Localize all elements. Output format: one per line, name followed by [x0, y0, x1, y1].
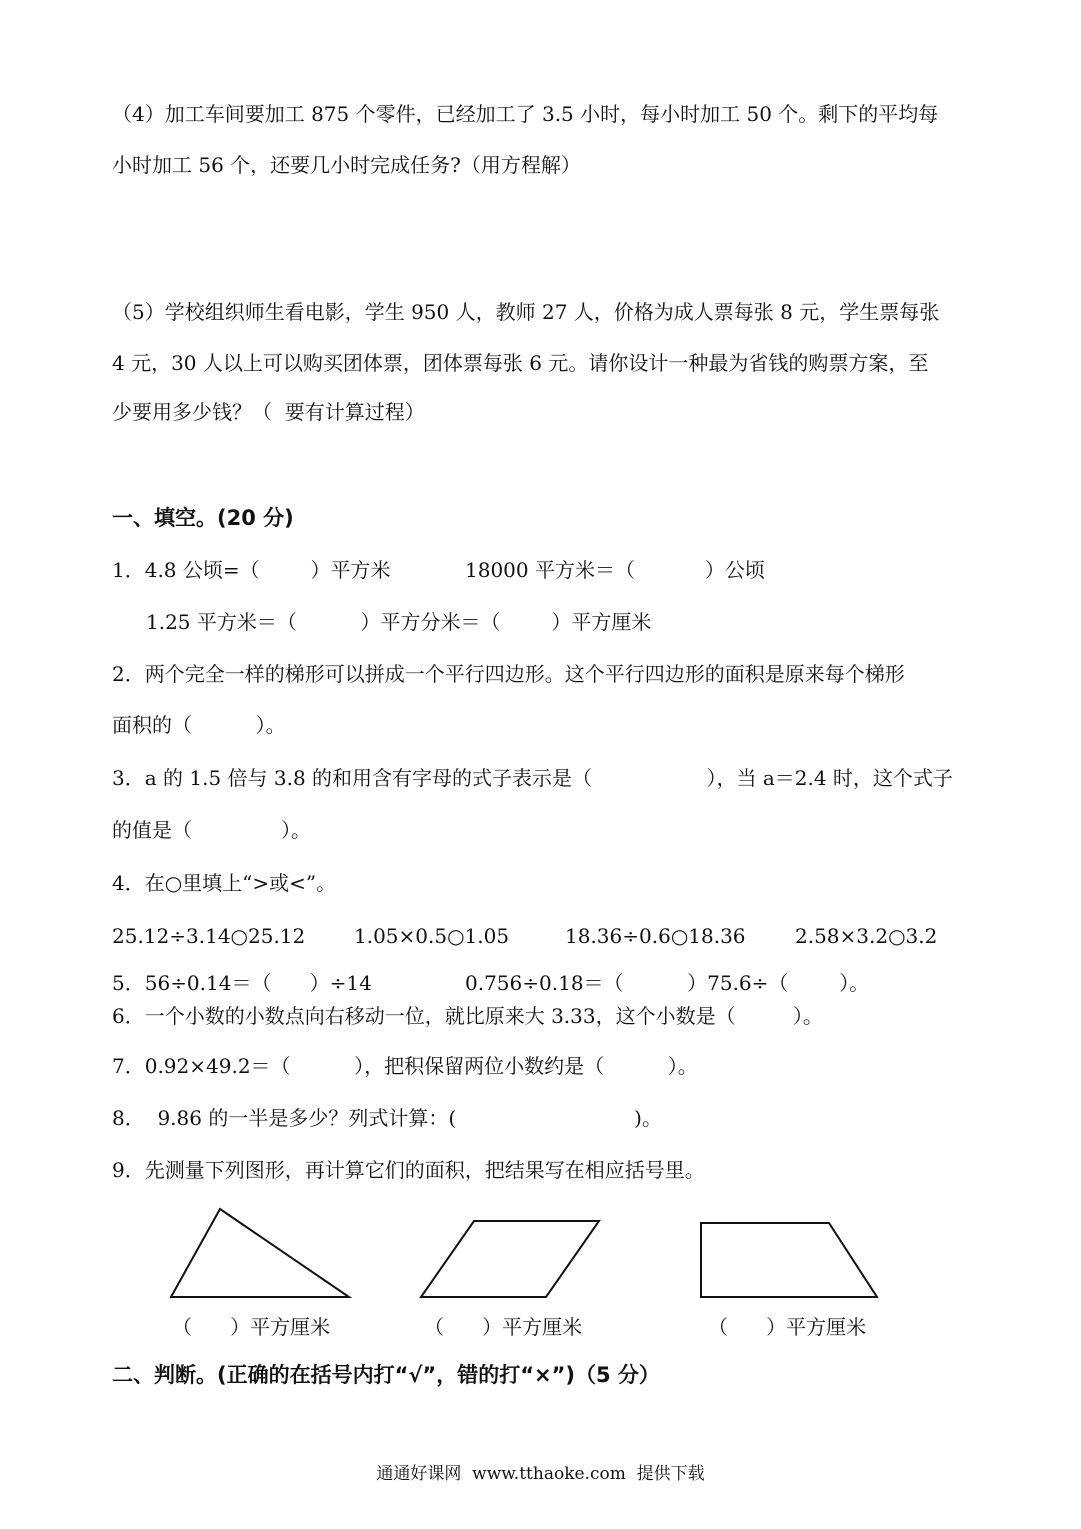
q5-part-b: 0.756÷0.18＝（ ）75.6÷（ ）。 [465, 971, 870, 995]
problem-4-line-2: 小时加工 56 个，还要几小时完成任务?（用方程解） [112, 153, 581, 177]
q6-text: 6．一个小数的小数点向右移动一位，就比原来大 3.33，这个小数是（ ）。 [112, 1004, 823, 1028]
q2-line-2: 面积的（ ）。 [112, 713, 286, 737]
q5-part-a: 5．56÷0.14＝（ ）÷14 [112, 971, 372, 995]
trapezoid-area-label: （ ）平方厘米 [708, 1315, 867, 1339]
problem-5-line-1: （5）学校组织师生看电影，学生 950 人，教师 27 人，价格为成人票每张 8 元，学生票每张 [112, 300, 940, 324]
q1-part-b: 18000 平方米＝（ ）公顷 [465, 558, 765, 582]
q1-part-c: 1.25 平方米＝（ ）平方分米＝（ ）平方厘米 [146, 610, 652, 634]
q4-title: 4．在○里填上“>或<”。 [112, 871, 337, 895]
q4-item-1: 25.12÷3.14○25.12 [112, 924, 306, 948]
page-footer: 通通好课网 www.tthaoke.com 提供下载 [376, 1464, 705, 1484]
q3-line-2: 的值是（ ）。 [112, 818, 312, 842]
measurement-shapes [0, 1195, 1081, 1305]
triangle-area-label: （ ）平方厘米 [172, 1315, 331, 1339]
trapezoid-shape [701, 1223, 877, 1297]
q7-text: 7．0.92×49.2＝（ ），把积保留两位小数约是（ ）。 [112, 1054, 698, 1078]
q2-line-1: 2．两个完全一样的梯形可以拼成一个平行四边形。这个平行四边形的面积是原来每个梯形 [112, 662, 905, 686]
q4-item-2: 1.05×0.5○1.05 [354, 924, 510, 948]
q8-text: 8． 9.86 的一半是多少？列式计算：( )。 [112, 1106, 662, 1130]
q9-text: 9．先测量下列图形，再计算它们的面积，把结果写在相应括号里。 [112, 1158, 705, 1182]
parallelogram-shape [421, 1221, 599, 1297]
q1-part-a: 1．4.8 公顷=（ ）平方米 [112, 558, 391, 582]
triangle-shape [171, 1209, 349, 1297]
q3-line-1: 3．a 的 1.5 倍与 3.8 的和用含有字母的式子表示是（ ），当 a＝2.4 时，这个式子 [112, 766, 953, 790]
section-1-title: 一、填空。(20 分) [112, 506, 294, 530]
problem-4-line-1: （4）加工车间要加工 875 个零件，已经加工了 3.5 小时，每小时加工 50 个。剩下的平均每 [112, 102, 939, 126]
problem-5-line-2: 4 元，30 人以上可以购买团体票，团体票每张 6 元。请你设计一种最为省钱的购票方案，至 [112, 351, 929, 375]
q4-item-3: 18.36÷0.6○18.36 [565, 924, 746, 948]
problem-5-line-3: 少要用多少钱？（ 要有计算过程） [112, 400, 425, 424]
section-2-title: 二、判断。(正确的在括号内打“√”，错的打“×”)（5 分） [112, 1363, 660, 1387]
q4-item-4: 2.58×3.2○3.2 [795, 924, 938, 948]
parallelogram-area-label: （ ）平方厘米 [424, 1315, 583, 1339]
